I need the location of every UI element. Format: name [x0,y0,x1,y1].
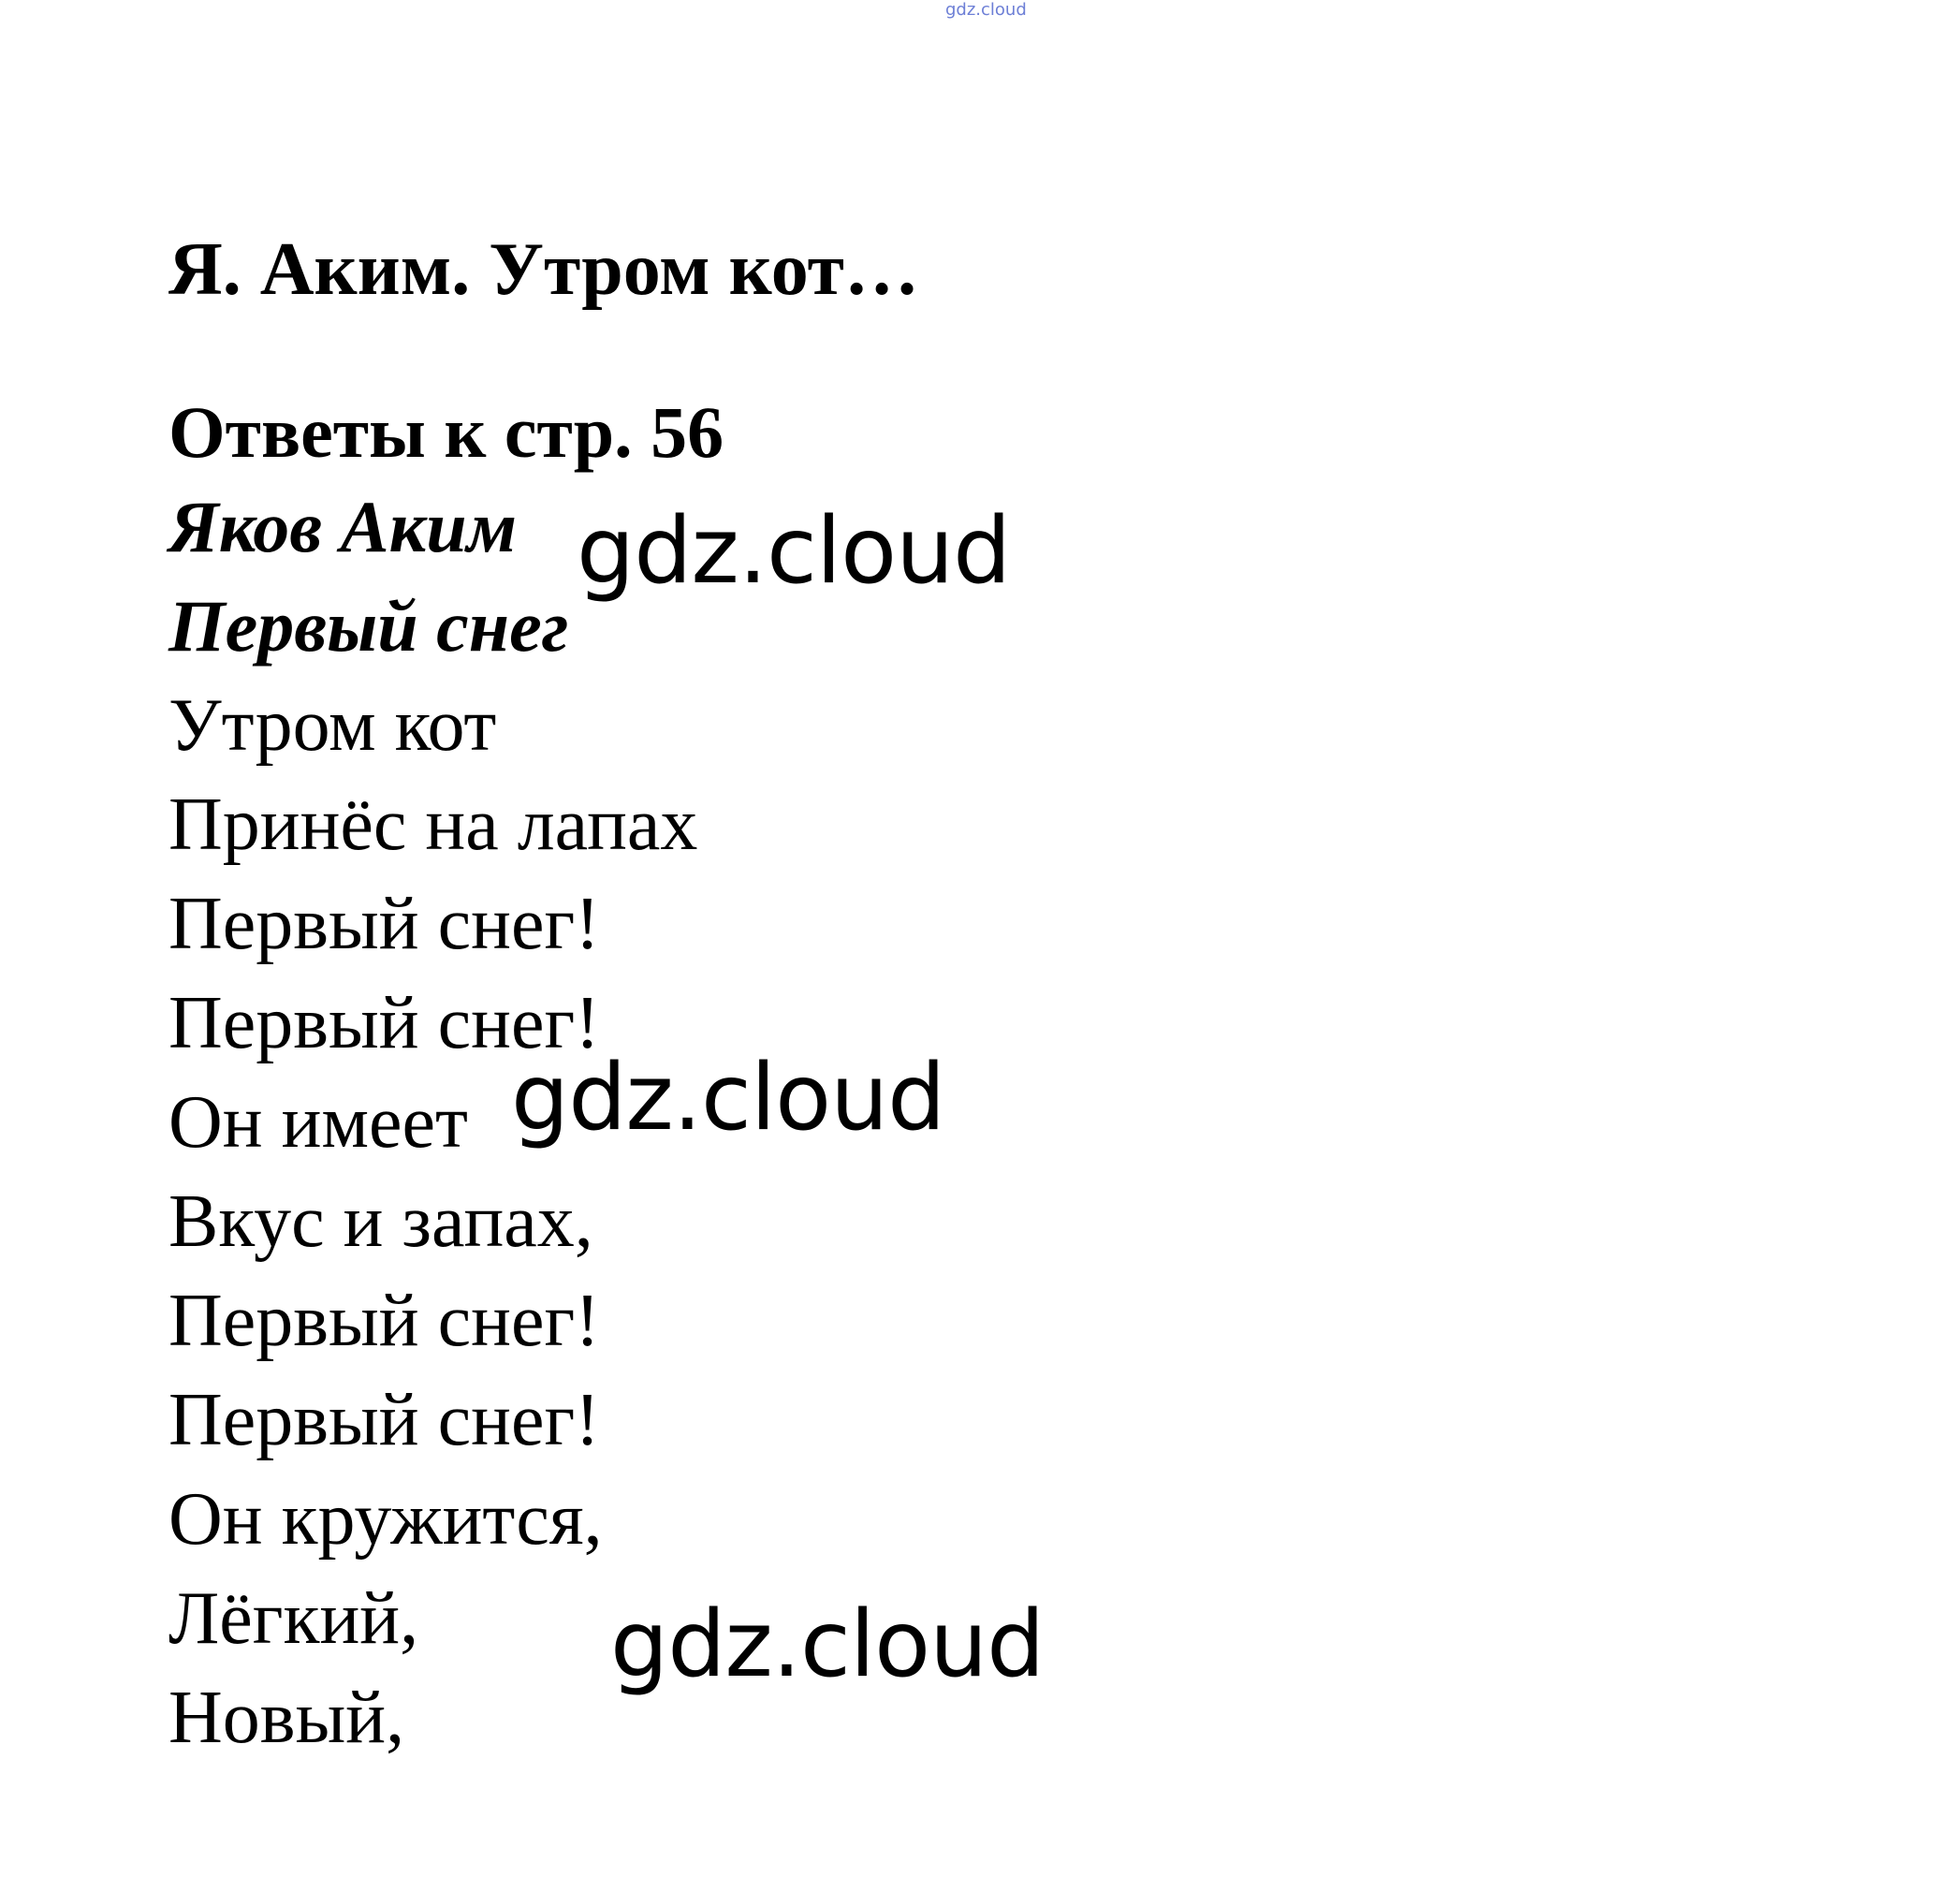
poem-line: Новый, [168,1677,405,1759]
poem-line: Первый снег! [168,982,600,1064]
poem-line: Он кружится, [168,1478,603,1561]
poem-line: Лёгкий, [168,1577,419,1660]
poem-line: Вкус и запах, [168,1180,593,1263]
poem-title: Первый снег [168,585,569,667]
top-watermark: gdz.cloud [945,0,1027,20]
poem-line: Первый снег! [168,1379,600,1461]
watermark-overlay: gdz.cloud [511,1045,945,1151]
poem-line: Принёс на лапах [168,784,698,866]
poem-author: Яков Аким [168,486,518,567]
answers-subheading: Ответы к стр. 56 [168,391,724,473]
poem-line: Первый снег! [168,1280,600,1362]
poem-line: Утром кот [168,684,497,767]
watermark-overlay: gdz.cloud [610,1591,1045,1698]
document-content [168,223,919,1767]
poem-line: Первый снег! [168,883,600,965]
poem-line: Он имеет [168,1081,468,1164]
page-heading: Я. Аким. Утром кот… [168,228,919,311]
watermark-overlay: gdz.cloud [577,498,1011,605]
